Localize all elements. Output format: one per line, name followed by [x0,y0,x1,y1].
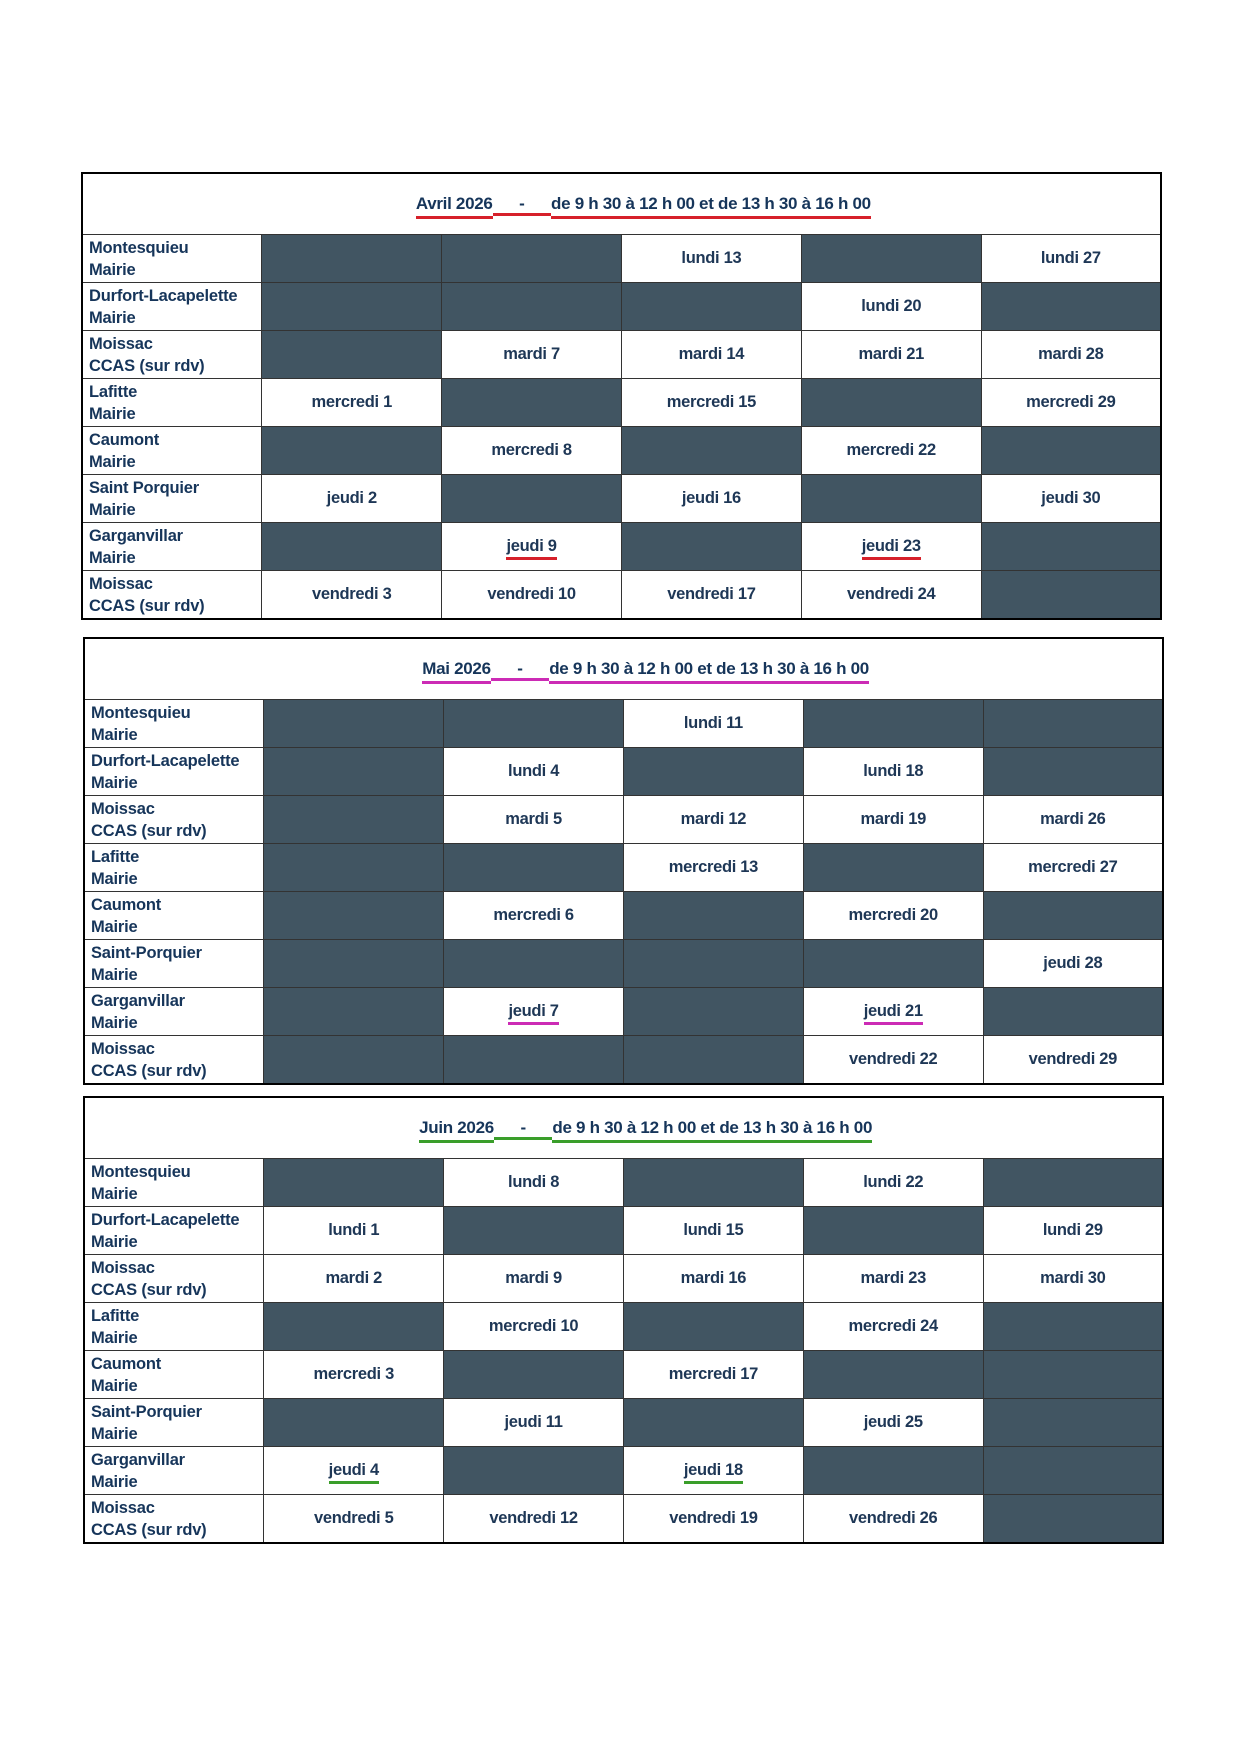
schedule-table-mai [83,637,1164,1085]
location-label [82,235,262,283]
unavailable-slot [442,379,622,427]
day-slot [983,844,1163,892]
table-row [82,523,1161,571]
location-venue: Mairie [91,918,138,936]
location-name: Lafitte [91,848,140,866]
day-slot [803,1159,983,1207]
day-text: jeudi 2 [326,489,377,507]
unavailable-slot [262,523,442,571]
day-slot [444,988,624,1036]
unavailable-slot [264,844,444,892]
title-spacer [491,659,518,681]
day-slot [623,1351,803,1399]
day-text: mercredi 6 [493,906,574,924]
location-name: Garganvillar [91,1451,185,1469]
unavailable-slot [803,1447,983,1495]
day-text: vendredi 22 [849,1049,938,1068]
day-slot [623,1255,803,1303]
location-label [82,379,262,427]
day-text: mardi 23 [860,1269,926,1287]
title-spacer [494,1118,521,1140]
unavailable-slot [983,892,1163,940]
schedule-table-avril [81,172,1162,620]
day-text: lundi 4 [508,762,560,780]
title-separator: - [520,1118,525,1140]
title-spacer [524,194,551,216]
day-slot [444,1495,624,1543]
hours-label: de 9 h 30 à 12 h 00 et de 13 h 30 à 16 h 00 [551,194,871,219]
unavailable-slot [442,283,622,331]
location-label [84,1303,264,1351]
day-text: vendredi 12 [489,1508,578,1527]
day-slot [803,748,983,796]
location-label [84,1207,264,1255]
day-text: mardi 28 [1038,345,1104,363]
day-text: lundi 29 [1042,1221,1103,1239]
day-text: vendredi 24 [847,584,936,603]
day-text: mercredi 3 [313,1365,394,1383]
unavailable-slot [442,235,622,283]
day-slot [803,1255,983,1303]
location-name: Saint Porquier [89,479,199,497]
location-venue: Mairie [91,966,138,984]
table-row [84,796,1163,844]
day-slot [444,892,624,940]
day-text: lundi 8 [508,1173,560,1191]
location-name: Lafitte [91,1307,140,1325]
unavailable-slot [803,940,983,988]
day-slot [623,700,803,748]
unavailable-slot [983,1303,1163,1351]
location-label [84,1036,264,1084]
unavailable-slot [801,475,981,523]
table-row [82,571,1161,619]
location-label [84,1351,264,1399]
day-slot [801,283,981,331]
day-slot [621,331,801,379]
unavailable-slot [801,235,981,283]
day-text: lundi 27 [1040,249,1101,267]
day-slot [801,571,981,619]
unavailable-slot [803,1207,983,1255]
unavailable-slot [444,700,624,748]
table-row [84,844,1163,892]
unavailable-slot [623,892,803,940]
unavailable-slot [803,844,983,892]
location-venue: Mairie [89,549,136,567]
title-spacer [523,659,550,681]
day-slot [621,235,801,283]
location-venue: CCAS (sur rdv) [89,357,205,375]
day-text: vendredi 3 [311,584,392,603]
day-slot [444,796,624,844]
day-slot [442,523,622,571]
location-venue: CCAS (sur rdv) [91,1521,207,1539]
month-label: Juin 2026 [419,1118,494,1143]
day-slot [444,748,624,796]
unavailable-slot [444,1447,624,1495]
location-label [84,1399,264,1447]
unavailable-slot [264,1036,444,1084]
day-text: mercredi 29 [1026,393,1116,411]
location-label [84,700,264,748]
day-text: lundi 20 [861,297,922,315]
day-text: jeudi 9 [506,537,556,560]
table-row [82,475,1161,523]
day-text: jeudi 28 [1043,954,1103,972]
unavailable-slot [264,748,444,796]
unavailable-slot [801,379,981,427]
day-text: vendredi 17 [667,584,756,603]
location-venue: Mairie [91,1425,138,1443]
table-row [84,1036,1163,1084]
day-slot [981,379,1161,427]
day-slot [801,523,981,571]
location-label [82,331,262,379]
table-row [82,235,1161,283]
day-slot [983,940,1163,988]
day-slot [983,796,1163,844]
location-venue: Mairie [91,1329,138,1347]
unavailable-slot [983,1399,1163,1447]
day-slot [444,1303,624,1351]
location-venue: CCAS (sur rdv) [89,597,205,615]
table-title [84,638,1163,700]
table-title [84,1097,1163,1159]
table-row [84,988,1163,1036]
day-slot [264,1207,444,1255]
day-slot [801,427,981,475]
location-name: Garganvillar [91,992,185,1010]
location-label [82,571,262,619]
day-text: lundi 13 [681,249,742,267]
day-text: mercredi 15 [666,393,757,411]
day-slot [621,571,801,619]
location-venue: Mairie [91,1014,138,1032]
table-row [84,892,1163,940]
day-slot [442,571,622,619]
table-row [82,331,1161,379]
unavailable-slot [264,892,444,940]
table-row [82,427,1161,475]
table-row [84,1495,1163,1543]
location-name: Lafitte [89,383,138,401]
day-slot [803,892,983,940]
unavailable-slot [264,940,444,988]
day-slot [623,844,803,892]
day-text: jeudi 18 [684,1461,743,1484]
day-slot [983,1207,1163,1255]
location-label [84,1255,264,1303]
unavailable-slot [444,1207,624,1255]
day-text: mercredi 24 [848,1317,938,1335]
day-text: jeudi 11 [504,1413,563,1431]
day-slot [442,427,622,475]
table-row [84,1159,1163,1207]
location-label [84,796,264,844]
day-slot [262,379,442,427]
table-row [84,748,1163,796]
unavailable-slot [444,940,624,988]
day-text: mercredi 27 [1028,858,1118,876]
day-text: jeudi 7 [508,1002,558,1025]
title-spacer [493,194,520,216]
unavailable-slot [621,427,801,475]
day-slot [264,1255,444,1303]
location-name: Moissac [89,335,153,353]
month-label: Avril 2026 [416,194,493,219]
day-slot [803,1399,983,1447]
location-venue: Mairie [89,261,136,279]
day-slot [623,1207,803,1255]
day-text: lundi 11 [683,714,743,732]
day-text: jeudi 16 [681,489,741,507]
location-venue: Mairie [91,774,138,792]
location-label [82,283,262,331]
location-name: Caumont [91,1355,162,1373]
unavailable-slot [623,1159,803,1207]
unavailable-slot [981,523,1161,571]
unavailable-slot [983,1495,1163,1543]
day-text: mercredi 1 [311,393,392,411]
unavailable-slot [623,988,803,1036]
day-text: mardi 14 [678,345,745,363]
unavailable-slot [621,523,801,571]
day-slot [623,796,803,844]
unavailable-slot [981,283,1161,331]
location-name: Saint-Porquier [91,1403,202,1421]
unavailable-slot [262,331,442,379]
table-row [84,700,1163,748]
hours-label: de 9 h 30 à 12 h 00 et de 13 h 30 à 16 h 00 [549,659,869,684]
day-text: jeudi 21 [864,1002,923,1025]
unavailable-slot [444,844,624,892]
location-name: Moissac [91,1040,155,1058]
table-row [84,1351,1163,1399]
day-text: lundi 18 [863,762,924,780]
day-slot [444,1399,624,1447]
location-name: Saint-Porquier [91,944,202,962]
table-row [84,1255,1163,1303]
day-text: mardi 30 [1040,1269,1106,1287]
day-text: vendredi 5 [313,1508,394,1527]
day-text: vendredi 10 [487,584,576,603]
day-slot [621,475,801,523]
day-text: mardi 2 [325,1269,383,1287]
location-name: Moissac [89,575,153,593]
location-label [82,475,262,523]
schedule-table-juin [83,1096,1164,1544]
day-text: mardi 5 [505,810,562,828]
unavailable-slot [623,1036,803,1084]
day-text: vendredi 26 [849,1508,938,1527]
day-slot [981,475,1161,523]
location-label [84,892,264,940]
location-name: Montesquieu [89,239,189,257]
unavailable-slot [623,1303,803,1351]
unavailable-slot [983,748,1163,796]
unavailable-slot [983,1351,1163,1399]
location-name: Montesquieu [91,704,191,722]
unavailable-slot [983,1447,1163,1495]
day-slot [801,331,981,379]
unavailable-slot [621,283,801,331]
table-row [84,940,1163,988]
day-slot [262,571,442,619]
unavailable-slot [264,796,444,844]
location-venue: Mairie [91,726,138,744]
table-title [82,173,1161,235]
day-slot [623,1495,803,1543]
location-name: Moissac [91,800,155,818]
unavailable-slot [264,1159,444,1207]
location-name: Durfort-Lacapelette [91,1211,240,1229]
day-slot [262,475,442,523]
day-text: mercredi 13 [668,858,759,876]
title-separator: - [519,194,524,216]
day-text: mercredi 22 [846,441,936,459]
day-text: jeudi 30 [1041,489,1101,507]
day-slot [623,1447,803,1495]
unavailable-slot [981,571,1161,619]
unavailable-slot [983,988,1163,1036]
unavailable-slot [264,1303,444,1351]
location-venue: Mairie [91,870,138,888]
location-label [84,988,264,1036]
day-text: mardi 12 [680,810,747,828]
day-slot [803,1303,983,1351]
location-venue: CCAS (sur rdv) [91,1062,207,1080]
day-text: jeudi 25 [863,1413,923,1431]
location-label [84,748,264,796]
location-name: Durfort-Lacapelette [89,287,238,305]
location-name: Montesquieu [91,1163,191,1181]
location-venue: Mairie [91,1473,138,1491]
title-spacer [526,1118,553,1140]
day-text: mercredi 10 [488,1317,579,1335]
unavailable-slot [262,427,442,475]
day-slot [981,235,1161,283]
day-text: lundi 15 [683,1221,744,1239]
day-slot [983,1255,1163,1303]
day-slot [803,796,983,844]
location-label [84,1159,264,1207]
location-venue: Mairie [91,1185,138,1203]
unavailable-slot [444,1351,624,1399]
location-name: Moissac [91,1259,155,1277]
location-venue: Mairie [91,1377,138,1395]
day-slot [264,1351,444,1399]
location-name: Caumont [89,431,160,449]
month-label: Mai 2026 [422,659,490,684]
unavailable-slot [983,1159,1163,1207]
day-text: mercredi 20 [848,906,938,924]
unavailable-slot [803,700,983,748]
day-text: lundi 22 [863,1173,924,1191]
unavailable-slot [981,427,1161,475]
unavailable-slot [264,700,444,748]
day-text: vendredi 29 [1028,1049,1118,1068]
unavailable-slot [264,1399,444,1447]
day-slot [803,1036,983,1084]
location-venue: CCAS (sur rdv) [91,1281,207,1299]
unavailable-slot [444,1036,624,1084]
day-slot [981,331,1161,379]
day-slot [444,1159,624,1207]
day-slot [983,1036,1163,1084]
day-slot [264,1447,444,1495]
location-label [82,427,262,475]
day-slot [264,1495,444,1543]
day-text: vendredi 19 [669,1508,758,1527]
day-text: mardi 26 [1040,810,1106,828]
table-row [82,379,1161,427]
day-slot [621,379,801,427]
unavailable-slot [264,988,444,1036]
table-row [84,1399,1163,1447]
unavailable-slot [983,700,1163,748]
day-text: mardi 9 [505,1269,562,1287]
day-text: mercredi 8 [491,441,572,459]
day-slot [803,1495,983,1543]
day-text: mardi 19 [860,810,926,828]
location-venue: Mairie [89,405,136,423]
table-row [82,283,1161,331]
table-row [84,1303,1163,1351]
table-row [84,1447,1163,1495]
day-slot [444,1255,624,1303]
location-name: Durfort-Lacapelette [91,752,240,770]
unavailable-slot [623,748,803,796]
unavailable-slot [262,283,442,331]
title-separator: - [517,659,522,681]
unavailable-slot [623,940,803,988]
unavailable-slot [623,1399,803,1447]
location-name: Garganvillar [89,527,183,545]
day-slot [442,331,622,379]
day-text: lundi 1 [328,1221,380,1239]
unavailable-slot [262,235,442,283]
location-label [84,1495,264,1543]
day-text: mardi 21 [858,345,924,363]
location-label [82,523,262,571]
location-name: Caumont [91,896,162,914]
location-name: Moissac [91,1499,155,1517]
hours-label: de 9 h 30 à 12 h 00 et de 13 h 30 à 16 h 00 [552,1118,872,1143]
day-slot [803,988,983,1036]
location-label [84,1447,264,1495]
day-text: jeudi 4 [329,1461,379,1484]
location-label [84,940,264,988]
location-venue: Mairie [91,1233,138,1251]
day-text: jeudi 23 [862,537,921,560]
table-row [84,1207,1163,1255]
location-label [84,844,264,892]
location-venue: Mairie [89,453,136,471]
day-text: mercredi 17 [668,1365,759,1383]
unavailable-slot [442,475,622,523]
unavailable-slot [803,1351,983,1399]
location-venue: CCAS (sur rdv) [91,822,207,840]
location-venue: Mairie [89,501,136,519]
location-venue: Mairie [89,309,136,327]
day-text: mardi 16 [680,1269,747,1287]
day-text: mardi 7 [503,345,560,363]
